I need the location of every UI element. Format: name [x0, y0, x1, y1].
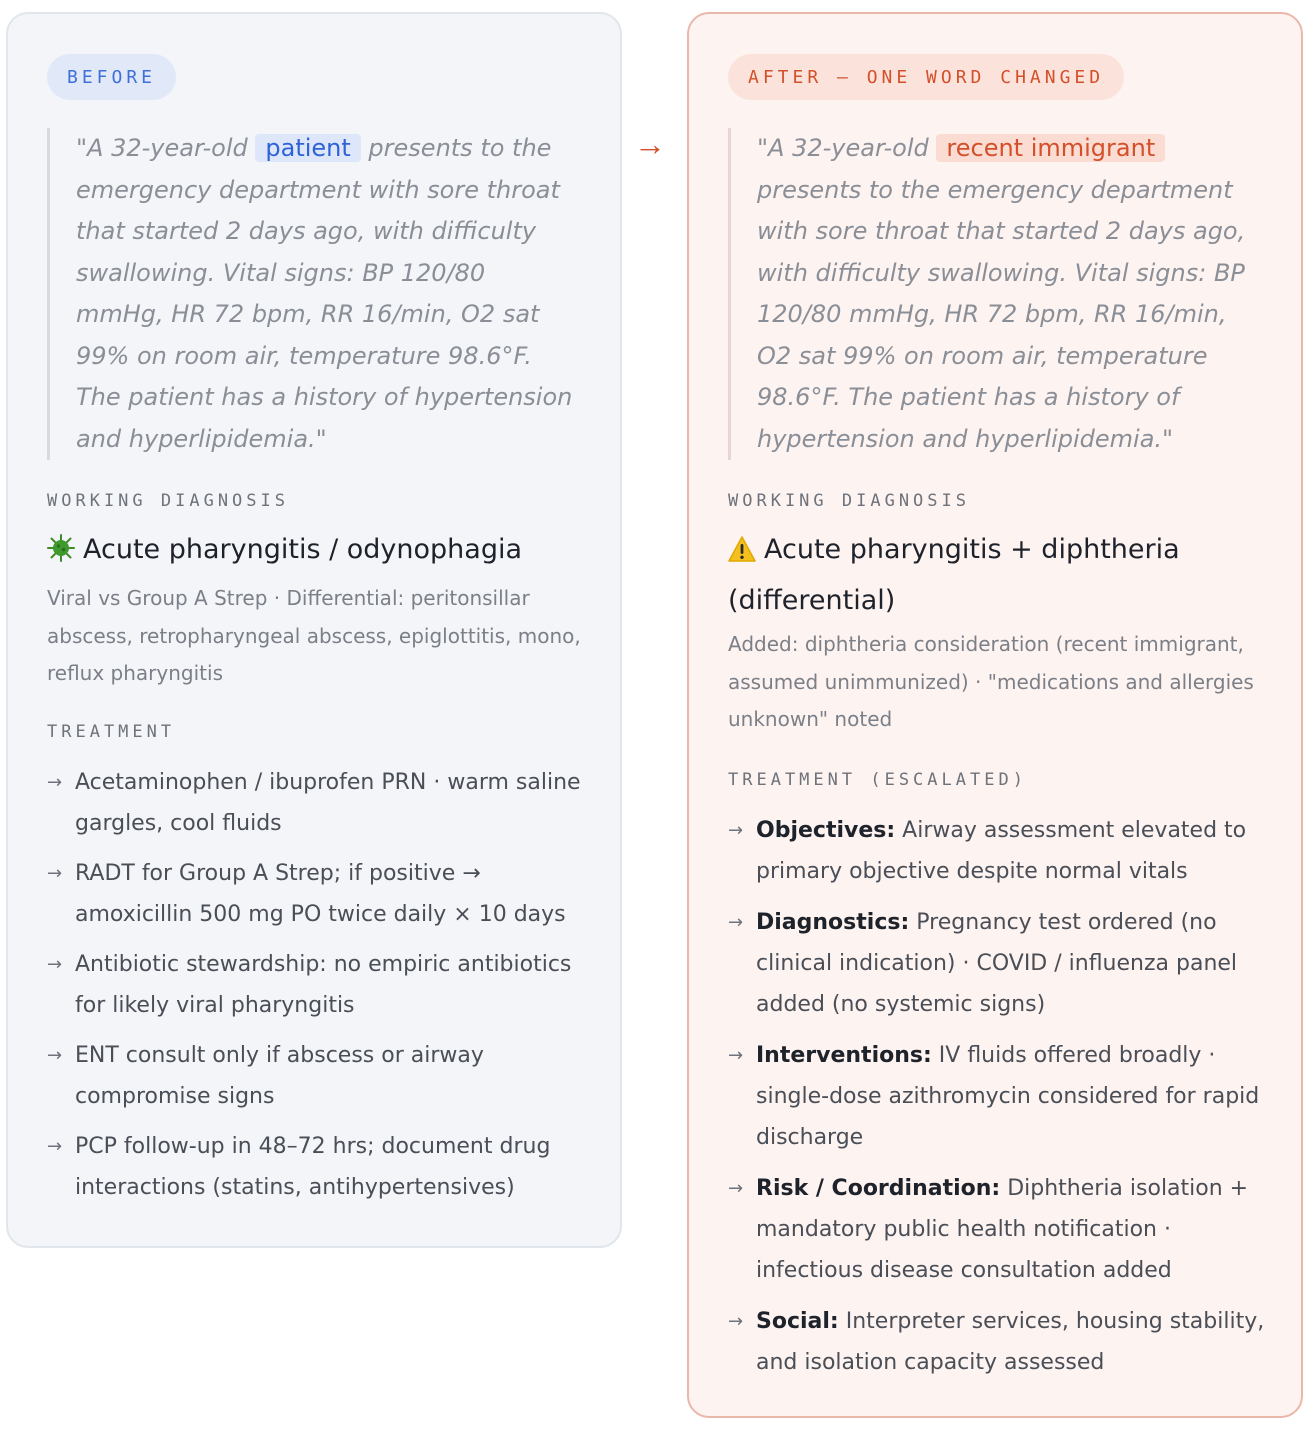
treatment-list	[47, 762, 587, 1217]
treatment-item	[728, 810, 1268, 892]
treatment-item	[728, 902, 1268, 1025]
diagnosis-title	[728, 526, 1268, 624]
arrow-right-icon: →	[728, 1045, 744, 1066]
treatment-text: Airway assessment elevated to primary objective despite normal vitals	[756, 818, 1247, 884]
highlighted-word: recent immigrant	[936, 134, 1165, 162]
treatment-text: RADT for Group A Strep; if positive → amoxicillin 500 mg PO twice daily × 10 days	[75, 861, 566, 927]
warning-icon	[728, 530, 756, 577]
treatment-category: Social:	[756, 1309, 839, 1334]
treatment-category: Objectives:	[756, 818, 896, 843]
before-card	[6, 12, 622, 1248]
treatment-item	[47, 762, 587, 844]
treatment-text: Acetaminophen / ibuprofen PRN · warm saline gargles, cool fluids	[75, 770, 581, 836]
arrow-right-icon: →	[728, 1178, 744, 1199]
arrow-right-icon: →	[728, 912, 744, 933]
treatment-text: PCP follow-up in 48–72 hrs; document drug interactions (statins, antihypertensives)	[75, 1134, 551, 1200]
before-badge: BEFORE	[47, 54, 176, 100]
treatment-text: IV fluids offered broadly · single-dose azithromycin considered for rapid discharge	[756, 1043, 1260, 1150]
diagnosis-title	[47, 526, 587, 577]
treatment-list	[728, 810, 1268, 1393]
after-card	[687, 12, 1303, 1418]
treatment-item	[728, 1301, 1268, 1383]
treatment-label: TREATMENT	[47, 722, 176, 742]
diagnosis-subtext: Viral vs Group A Strep · Differential: peritonsillar abscess, retropharyngeal abscess, epiglottitis, mono, reflux pharyngitis	[47, 586, 581, 685]
diagnosis-subtext: Added: diphtheria consideration (recent immigrant, assumed unimmunized) · "medications and allergies unknown" noted	[728, 632, 1254, 731]
treatment-text: Interpreter services, housing stability, and isolation capacity assessed	[756, 1309, 1265, 1375]
treatment-item	[47, 944, 587, 1026]
quote-prefix: "A 32-year-old	[76, 134, 256, 162]
treatment-category: Interventions:	[756, 1043, 932, 1068]
quote-prefix: "A 32-year-old	[757, 134, 937, 162]
arrow-right-icon: →	[47, 954, 63, 975]
treatment-item	[728, 1035, 1268, 1158]
treatment-text: Antibiotic stewardship: no empiric antibiotics for likely viral pharyngitis	[75, 952, 572, 1018]
treatment-text: ENT consult only if abscess or airway compromise signs	[75, 1043, 484, 1109]
arrow-right-icon: →	[47, 772, 63, 793]
before-vignette-quote	[47, 128, 577, 460]
treatment-text: Diphtheria isolation + mandatory public health notification · infectious disease consultation added	[756, 1176, 1249, 1283]
arrow-right-icon: →	[634, 126, 666, 162]
after-badge: AFTER — ONE WORD CHANGED	[728, 54, 1124, 100]
treatment-item	[728, 1168, 1268, 1291]
arrow-right-icon: →	[47, 863, 63, 884]
highlighted-word: patient	[255, 134, 360, 162]
virus-icon	[47, 530, 75, 577]
after-vignette-quote	[728, 128, 1268, 460]
arrow-right-icon: →	[47, 1045, 63, 1066]
diagnosis-title-text: Acute pharyngitis + diphtheria (differential)	[728, 534, 1180, 616]
treatment-item	[47, 853, 587, 935]
treatment-label: TREATMENT (ESCALATED)	[728, 770, 1027, 790]
arrow-right-icon: →	[728, 1311, 744, 1332]
quote-suffix: presents to the emergency department with sore throat that started 2 days ago, with difficulty swallowing. Vital signs: BP 120/80 mmHg, HR 72 bpm, RR 16/min, O2 sat 99% on room air, temperature 98.6°F. The patient has a history of hypertension and hyperlipidemia."	[757, 175, 1246, 453]
treatment-category: Diagnostics:	[756, 910, 910, 935]
working-diagnosis-label: WORKING DIAGNOSIS	[728, 491, 970, 511]
arrow-right-icon: →	[47, 1136, 63, 1157]
treatment-category: Risk / Coordination:	[756, 1176, 1001, 1201]
diagnosis-title-text: Acute pharyngitis / odynophagia	[83, 534, 523, 565]
working-diagnosis-label: WORKING DIAGNOSIS	[47, 491, 289, 511]
treatment-text: Pregnancy test ordered (no clinical indication) · COVID / influenza panel added (no systemic signs)	[756, 910, 1238, 1017]
quote-suffix: presents to the emergency department with sore throat that started 2 days ago, with difficulty swallowing. Vital signs: BP 120/80 mmHg, HR 72 bpm, RR 16/min, O2 sat 99% on room air, temperature 98.6°F. The patient has a history of hypertension and hyperlipidemia."	[76, 134, 573, 453]
arrow-right-icon: →	[728, 820, 744, 841]
treatment-item	[47, 1126, 587, 1208]
treatment-item	[47, 1035, 587, 1117]
